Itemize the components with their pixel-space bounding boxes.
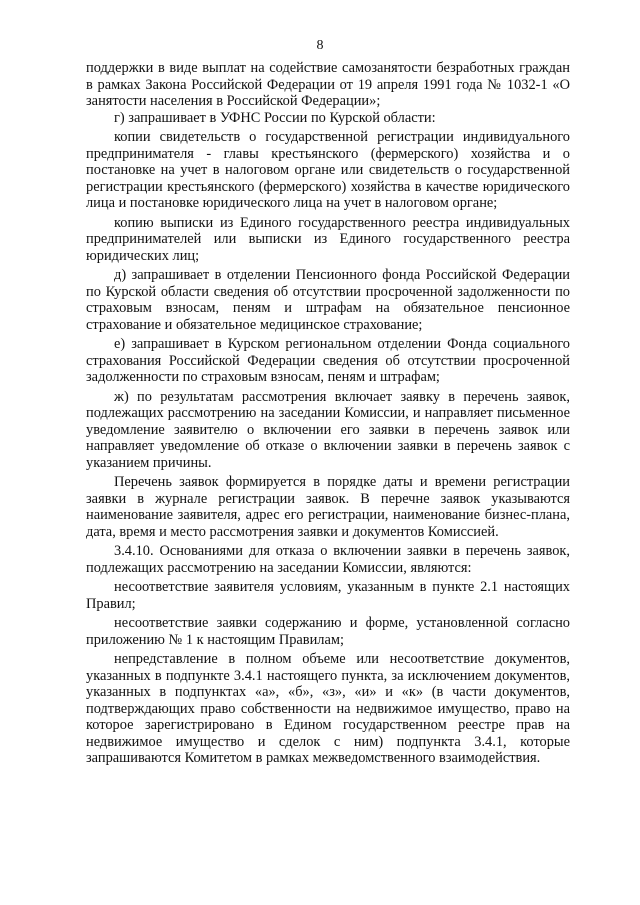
document-body — [86, 60, 570, 767]
paragraph-continuation: поддержки в виде выплат на содействие самозанятости безработных граждан в рамках Закона Российской Федерации от 19 апреля 1991 года № 1032-1 «О занятости населения в Российской Федерации»; — [86, 60, 570, 109]
paragraph-item-e: е) запрашивает в Курском региональном отделении Фонда социального страхования Российской Федерации сведения об отсутствии просроченной задолженности по страховым взносам, пеням и штрафам; — [86, 336, 570, 385]
paragraph-item-d: д) запрашивает в отделении Пенсионного фонда Российской Федерации по Курской области сведения об отсутствии просроченной задолженности по страховым взносам, пеням и штрафам на обязательное пенсионное страхование и обязательное медицинское страхование; — [86, 267, 570, 333]
paragraph-3-4-10: 3.4.10. Основаниями для отказа о включении заявки в перечень заявок, подлежащих рассмотрению на заседании Комиссии, являются: — [86, 543, 570, 576]
paragraph-item-zh: ж) по результатам рассмотрения включает заявку в перечень заявок, подлежащих рассмотрению на заседании Комиссии, и направляет письменное уведомление заявителю о включении его заявки в перечень заявок или направляет уведомление об отказе о включении заявки в перечень заявок с указанием причины. — [86, 388, 570, 471]
paragraph-list-formation: Перечень заявок формируется в порядке даты и времени регистрации заявки в журнале регистрации заявок. В перечне заявок указываются наименование заявителя, адрес его регистрации, наименование бизнес-плана, дата, время и место рассмотрения заявки и документов Комиссией. — [86, 474, 570, 540]
paragraph-refusal-ground-3: непредставление в полном объеме или несоответствие документов, указанных в подпункте 3.4.1 настоящего пункта, за исключением документов, указанных в подпунктах «а», «б», «з», «и» и «к» (в части документов, подтверждающих право собственности на недвижимое имущество, право на которое зарегистрировано в Едином государственном реестре прав на недвижимое имущество и сделок с ним) подпункта 3.4.1, которые запрашиваются Комитетом в рамках межведомственного взаимодействия. — [86, 651, 570, 766]
paragraph-register-extract: копию выписки из Единого государственного реестра индивидуальных предпринимателей или выписки из Единого государственного реестра юридических лиц; — [86, 214, 570, 264]
paragraph-item-g: г) запрашивает в УФНС России по Курской области: — [114, 109, 436, 126]
paragraph-refusal-ground-1: несоответствие заявителя условиям, указанным в пункте 2.1 настоящих Правил; — [86, 579, 570, 612]
paragraph-refusal-ground-2: несоответствие заявки содержанию и форме, установленной согласно приложению № 1 к настоящим Правилам; — [86, 615, 570, 648]
page-number: 8 — [316, 38, 324, 53]
paragraph-registration-copies: копии свидетельств о государственной регистрации индивидуального предпринимателя - главы крестьянского (фермерского) хозяйства и о постановке на учет в налоговом органе или свидетельств о государственной регистрации крестьянского (фермерского) хозяйства в качестве юридического лица и постановке юридического лица на учет в налоговом органе; — [86, 129, 570, 211]
